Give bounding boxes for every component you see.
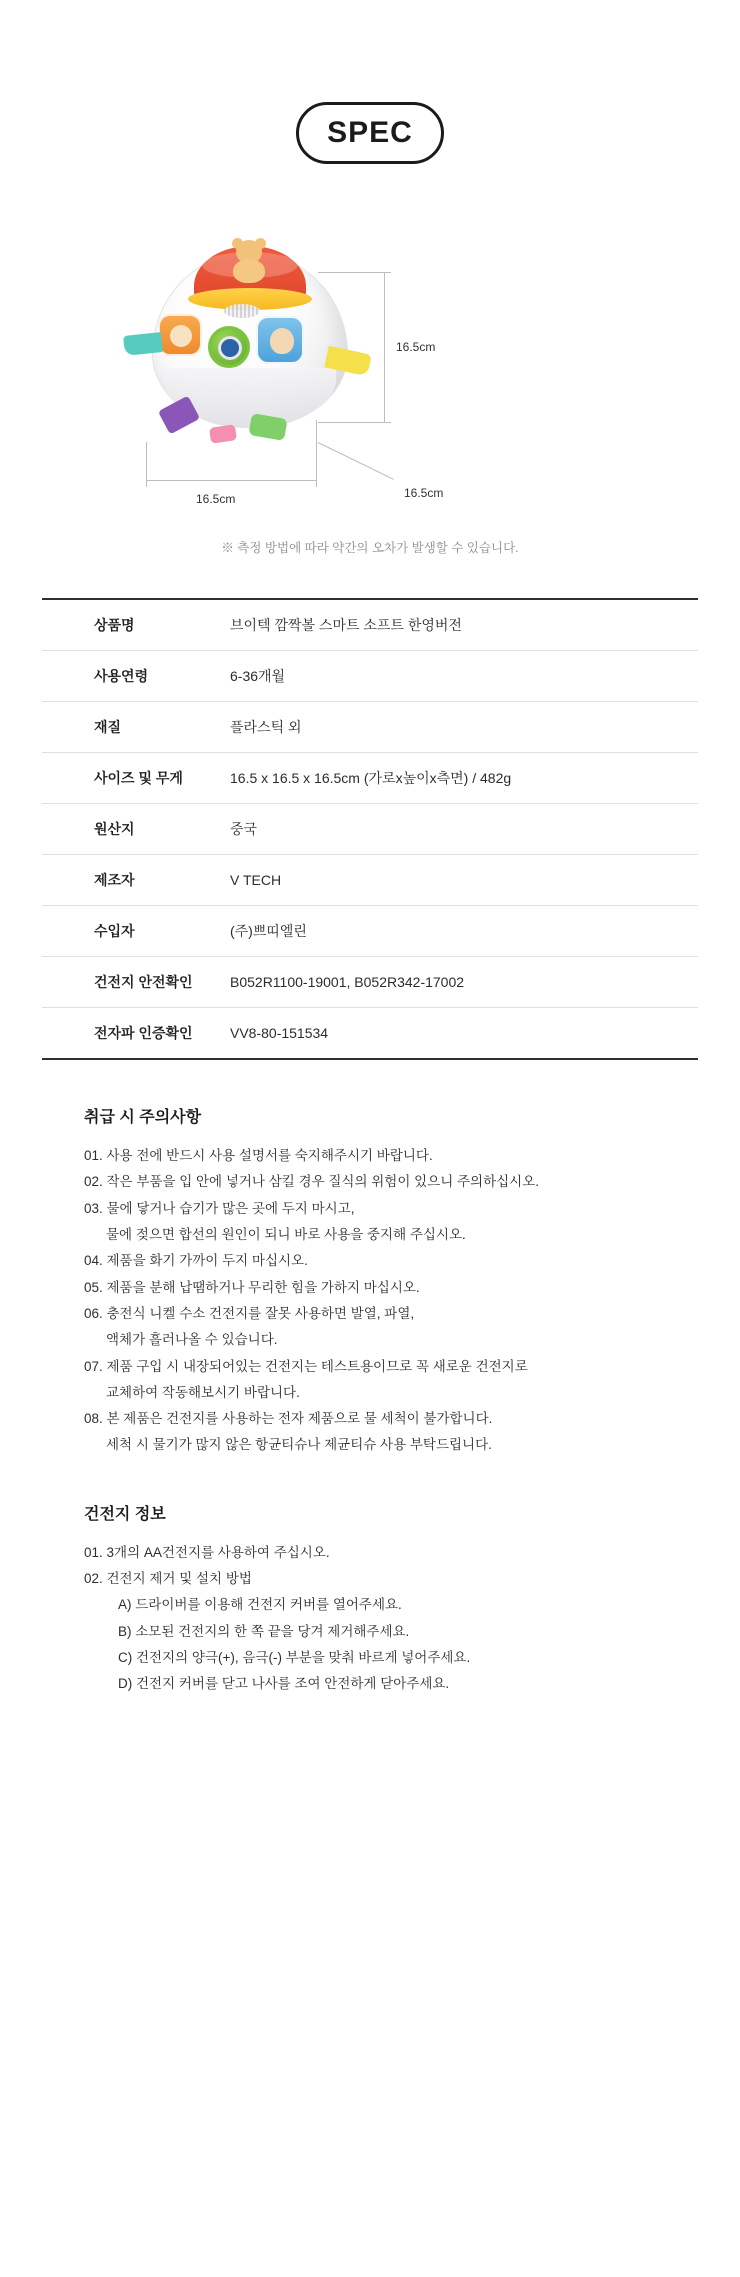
- list-item: 08. 본 제품은 건전지를 사용하는 전자 제품으로 물 세척이 불가합니다.: [84, 1411, 493, 1427]
- teal-flap: [123, 332, 163, 356]
- spec-table-wrap: [42, 598, 698, 1060]
- list-item-sub: 교체하여 작동해보시기 바랍니다.: [106, 1384, 300, 1400]
- height-extension-bottom: [318, 422, 384, 423]
- measurement-note: ※ 측정 방법에 따라 약간의 오차가 발생할 수 있습니다.: [221, 541, 519, 555]
- spec-label: 재질: [94, 719, 122, 735]
- list-item: 01. 사용 전에 반드시 사용 설명서를 숙지해주시기 바랍니다.: [84, 1148, 433, 1163]
- spec-label: 원산지: [94, 821, 135, 837]
- spec-value: B052R1100-19001, B052R342-17002: [230, 974, 465, 990]
- list-item-sub: 물에 젖으면 합선의 원인이 되니 바로 사용을 중지해 주십시오.: [106, 1226, 466, 1242]
- table-row: [42, 753, 698, 804]
- list-item: 03. 물에 닿거나 습기가 많은 곳에 두지 마시고,: [84, 1200, 355, 1216]
- list-item-sub: C) 건전지의 양극(+), 음극(-) 부분을 맞춰 바르게 넣어주세요.: [118, 1650, 471, 1665]
- list-item-sub: D) 건전지 커버를 닫고 나사를 조여 안전하게 닫아주세요.: [118, 1676, 450, 1692]
- blue-bear-button-pad: [256, 316, 304, 364]
- list-item: 02. 건전지 제거 및 설치 방법: [84, 1571, 252, 1587]
- list-item: 02. 작은 부품을 입 안에 넣거나 삼킬 경우 질식의 위험이 있으니 주의하십시오.: [84, 1174, 540, 1190]
- list-item-sub: B) 소모된 건전지의 한 쪽 끝을 당겨 제거해주세요.: [118, 1623, 410, 1639]
- list-item: 05. 제품을 분해 납땜하거나 무리한 힘을 가하지 마십시오.: [84, 1279, 420, 1295]
- spec-label: 건전지 안전확인: [94, 974, 193, 990]
- list-item-sub: 액체가 흘러나올 수 있습니다.: [106, 1332, 278, 1348]
- spec-label: 수입자: [94, 923, 135, 939]
- table-row: [42, 855, 698, 906]
- spec-value: V TECH: [230, 872, 282, 888]
- product-image-block: [0, 220, 740, 510]
- spec-title-pill: [296, 102, 444, 164]
- width-dimension-label: 16.5cm: [196, 492, 236, 506]
- spec-table: [42, 600, 698, 1058]
- bear-figure-icon: [228, 240, 270, 284]
- spec-label: 상품명: [94, 617, 135, 633]
- table-row: [42, 906, 698, 957]
- width-dimension-line: [146, 480, 316, 481]
- list-item-sub: 세척 시 물기가 많지 않은 항균티슈나 제균티슈 사용 부탁드립니다.: [106, 1437, 492, 1453]
- spec-label: 제조자: [94, 872, 135, 888]
- table-row: [42, 957, 698, 1008]
- spec-value: 16.5 x 16.5 x 16.5cm (가로x높이x측면) / 482g: [230, 770, 512, 786]
- bear-body: [233, 259, 265, 283]
- caution-list: [84, 1143, 698, 1459]
- battery-title: 건전지 정보: [84, 1505, 166, 1523]
- depth-dimension-line: [318, 442, 394, 480]
- spec-label: 사용연령: [94, 668, 149, 684]
- caution-section: [42, 1104, 698, 1459]
- list-item: 07. 제품 구입 시 내장되어있는 건전지는 테스트용이므로 꼭 새로운 건전지로: [84, 1358, 528, 1374]
- depth-dimension-label: 16.5cm: [404, 486, 444, 500]
- width-extension-left: [146, 442, 147, 482]
- speaker-grille: [224, 304, 260, 318]
- spec-value: 플라스틱 외: [230, 719, 302, 735]
- product-illustration: [124, 230, 376, 446]
- spec-value: 6-36개월: [230, 668, 286, 684]
- orange-button-pad: [158, 314, 202, 356]
- table-row: [42, 651, 698, 702]
- spec-title-section: [0, 0, 740, 164]
- table-row: [42, 600, 698, 651]
- battery-list: [84, 1540, 698, 1698]
- table-row: [42, 804, 698, 855]
- caution-title: 취급 시 주의사항: [84, 1109, 202, 1126]
- table-row: [42, 702, 698, 753]
- list-item: 06. 충전식 니켈 수소 건전지를 잘못 사용하면 발열, 파열,: [84, 1305, 415, 1321]
- list-item-sub: A) 드라이버를 이용해 건전지 커버를 열어주세요.: [118, 1597, 402, 1613]
- spec-value: 브이텍 깜짝볼 스마트 소프트 한영버전: [230, 617, 462, 633]
- height-dimension-line: [384, 272, 385, 422]
- height-dimension-label: 16.5cm: [396, 340, 436, 354]
- pink-flap: [209, 424, 237, 443]
- table-row: [42, 1008, 698, 1059]
- spec-value: 중국: [230, 821, 258, 837]
- list-item: 04. 제품을 화기 가까이 두지 마십시오.: [84, 1253, 308, 1269]
- spec-value: VV8-80-151534: [230, 1025, 329, 1041]
- page-title: SPEC: [327, 116, 413, 149]
- spec-label: 전자파 인증확인: [94, 1025, 193, 1041]
- height-extension-top: [318, 272, 384, 273]
- spec-table-body: [42, 600, 698, 1058]
- battery-section: [42, 1501, 698, 1788]
- width-extension-right: [316, 420, 317, 482]
- list-item: 01. 3개의 AA건전지를 사용하여 주십시오.: [84, 1544, 330, 1560]
- spec-value: (주)쁘띠엘린: [230, 923, 307, 939]
- green-spinner-disc: [208, 326, 250, 368]
- spec-label: 사이즈 및 무게: [94, 770, 183, 786]
